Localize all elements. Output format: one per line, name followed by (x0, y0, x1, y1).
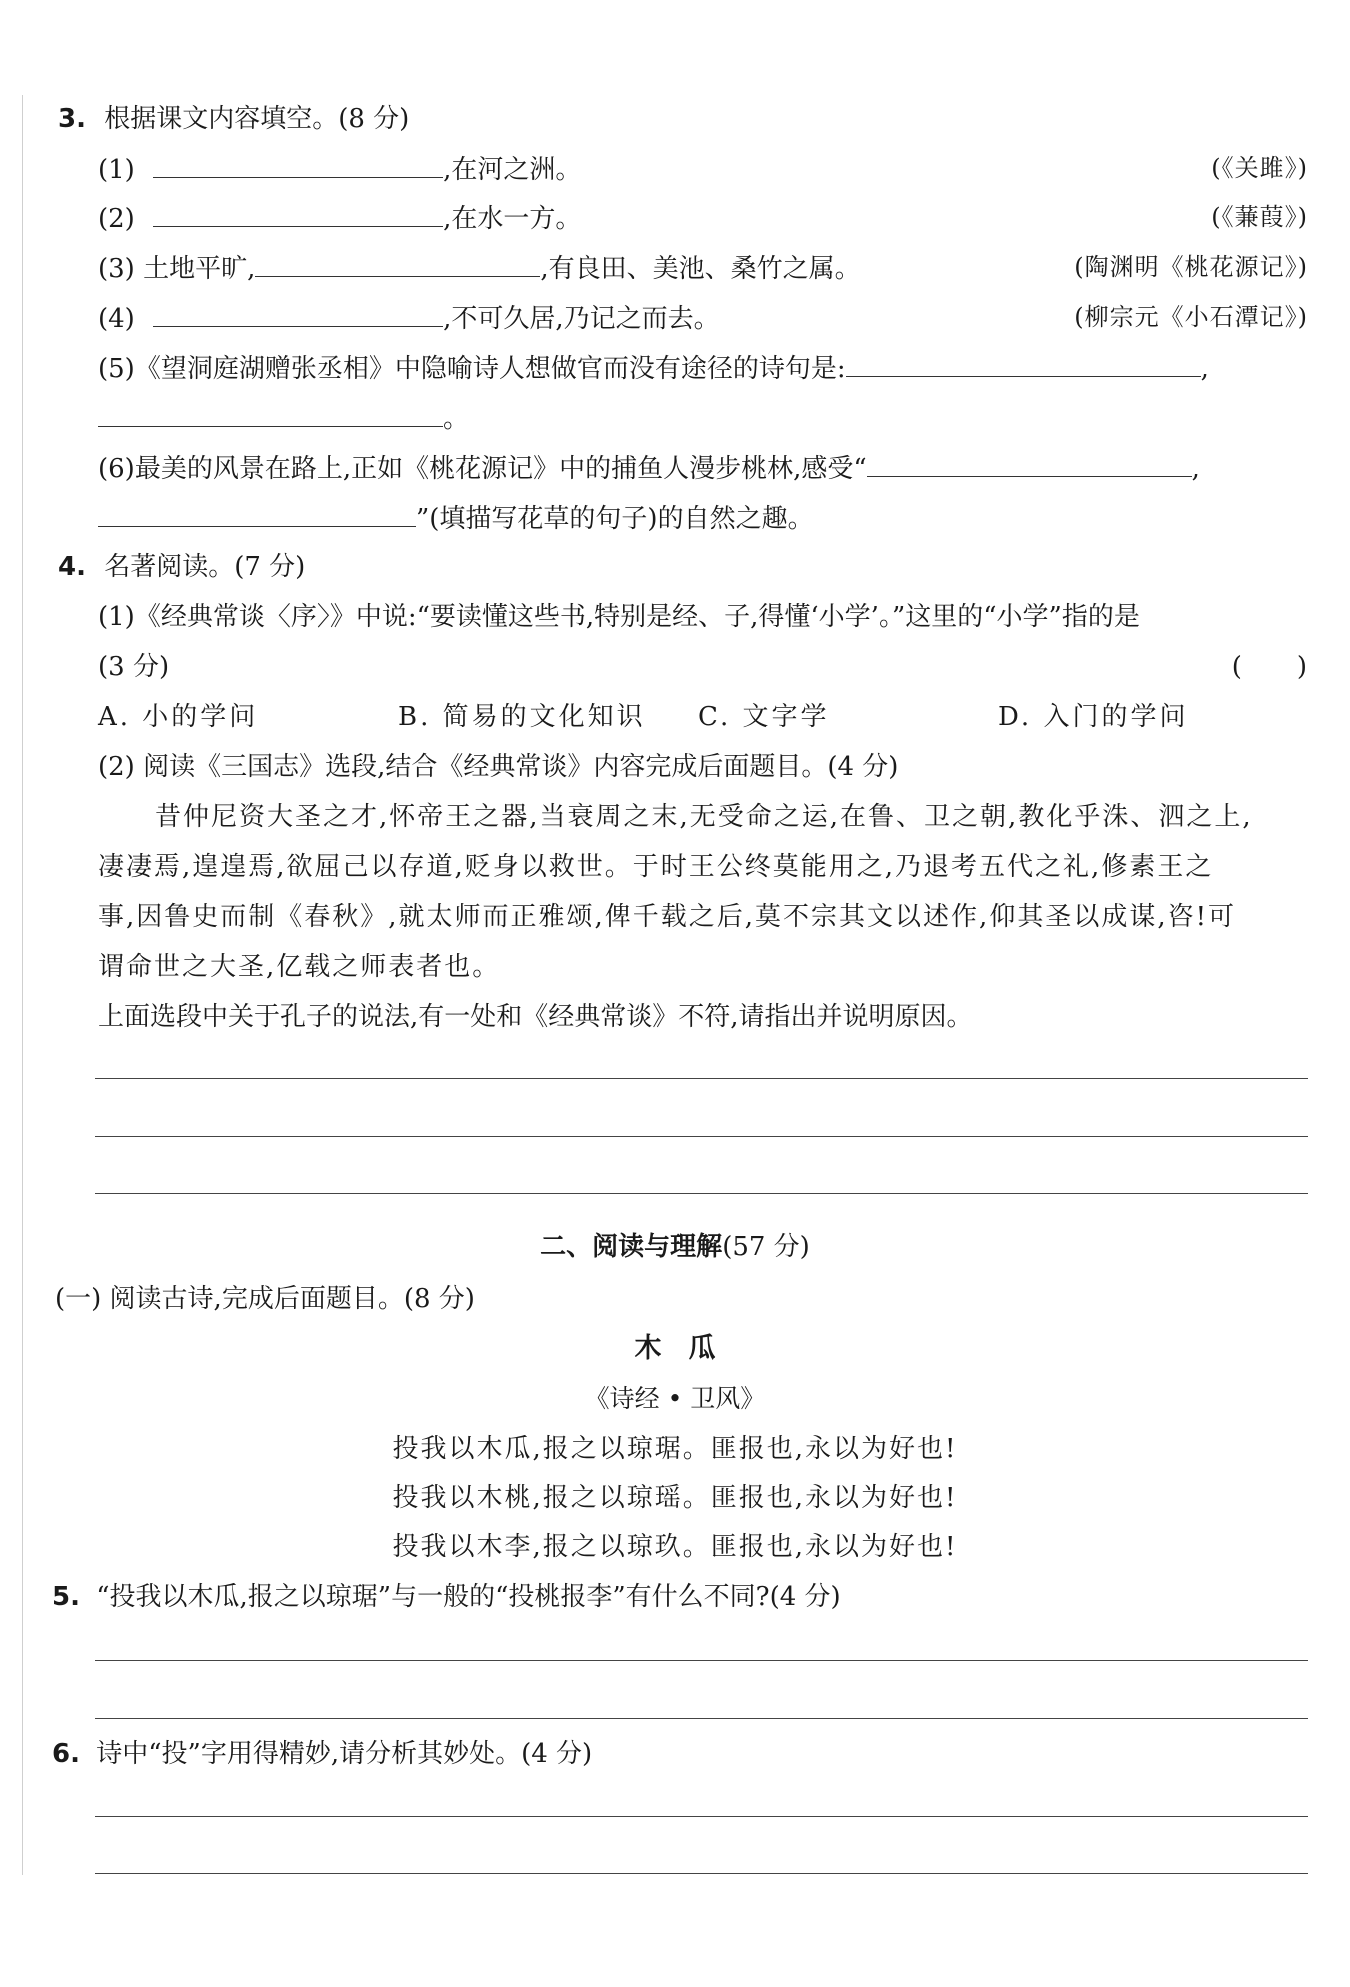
q5 (52, 1580, 841, 1614)
q4-sub1-text: (1)《经典常谈〈序〉》中说:“要读懂这些书,特别是经、子,得懂‘小学’。”这里的“小学”指的是 (98, 602, 1140, 632)
part1-heading: (一) 阅读古诗,完成后面题目。(8 分) (55, 1284, 475, 1314)
passage-line: 事,因鲁史而制《春秋》,就太师而正雅颂,俾千载之后,莫不宗其文以述作,仰其圣以成谋,咨!可 (98, 902, 1237, 932)
poem-line: 投我以木桃,报之以琼瑶。匪报也,永以为好也! (392, 1483, 958, 1513)
item-label: (4) (98, 304, 135, 334)
q5-text: “投我以木瓜,报之以琼琚”与一般的“投桃报李”有什么不同?(4 分) (96, 1582, 841, 1612)
item-punct: 。 (443, 404, 470, 434)
fill-blank[interactable] (867, 450, 1192, 477)
item-text: 《望洞庭湖赠张丞相》中隐喻诗人想做官而没有途径的诗句是: (134, 354, 846, 384)
q3-item-1 (98, 151, 581, 187)
fill-blank[interactable] (153, 300, 443, 327)
q4-number: 4. (58, 552, 86, 582)
passage-line: 谓命世之大圣,亿载之师表者也。 (98, 952, 501, 982)
answer-line[interactable] (95, 1718, 1308, 1719)
answer-line[interactable] (95, 1816, 1308, 1817)
q3-item-2 (98, 200, 581, 236)
fill-blank[interactable] (153, 200, 443, 227)
source-citation: (《蒹葭》) (1211, 203, 1308, 231)
option-c[interactable]: C. 文字学 (698, 702, 830, 732)
q6 (52, 1737, 592, 1771)
q3-item-5 (98, 350, 1209, 386)
poem-title: 木 瓜 (634, 1333, 716, 1364)
passage-line: 凄凄焉,遑遑焉,欲屈己以存道,贬身以救世。于时王公终莫能用之,乃退考五代之礼,修素王之 (98, 852, 1214, 882)
item-text: ,有良田、美池、桑竹之属。 (540, 254, 861, 284)
poem-line: 投我以木李,报之以琼玖。匪报也,永以为好也! (392, 1532, 958, 1562)
fill-blank[interactable] (98, 500, 416, 527)
item-text: ”(填描写花草的句子)的自然之趣。 (416, 504, 814, 534)
q6-number: 6. (52, 1739, 80, 1769)
q6-text: 诗中“投”字用得精妙,请分析其妙处。(4 分) (96, 1739, 593, 1769)
fill-blank[interactable] (153, 151, 443, 178)
answer-line[interactable] (95, 1873, 1308, 1874)
item-label: (5) (98, 354, 135, 384)
q4-title: 名著阅读。(7 分) (104, 552, 306, 582)
item-punct: , (1191, 454, 1200, 484)
item-label: (3) (98, 254, 135, 284)
q4-heading (58, 550, 305, 584)
item-text: ,在水一方。 (443, 204, 582, 234)
source-citation: (陶渊明《桃花源记》) (1074, 253, 1308, 281)
q3-item-6-cont (98, 500, 814, 536)
item-text: ,不可久居,乃记之而去。 (443, 304, 720, 334)
item-label: (6) (98, 454, 135, 484)
item-label: (2) (98, 204, 135, 234)
item-punct: , (1200, 354, 1209, 384)
option-b[interactable]: B. 简易的文化知识 (398, 702, 646, 732)
q4-sub2-question: 上面选段中关于孔子的说法,有一处和《经典常谈》不符,请指出并说明原因。 (98, 1002, 973, 1032)
poem-line: 投我以木瓜,报之以琼琚。匪报也,永以为好也! (392, 1434, 958, 1464)
option-a[interactable]: A. 小的学问 (98, 702, 259, 732)
item-text: ,在河之洲。 (443, 155, 582, 185)
fill-blank[interactable] (98, 400, 443, 427)
poem-source: 《诗经 • 卫风》 (584, 1384, 766, 1413)
passage-line: 昔仲尼资大圣之才,怀帝王之器,当衰周之末,无受命之运,在鲁、卫之朝,教化乎洙、泗之上, (155, 802, 1253, 832)
source-citation: (柳宗元《小石潭记》) (1074, 303, 1308, 331)
item-text: 最美的风景在路上,正如《桃花源记》中的捕鱼人漫步桃林,感受“ (134, 454, 867, 484)
answer-line[interactable] (95, 1193, 1308, 1194)
q4-sub1-score: (3 分) (98, 652, 170, 682)
answer-line[interactable] (95, 1136, 1308, 1137)
q3-number: 3. (58, 104, 86, 134)
source-citation: (《关雎》) (1211, 154, 1308, 182)
section-title: 二、阅读与理解(57 分) (540, 1232, 810, 1262)
q3-item-4 (98, 300, 720, 336)
q3-item-5-cont (98, 400, 469, 436)
fill-blank[interactable] (846, 350, 1201, 377)
q3-item-3 (98, 250, 861, 286)
item-pretext: 土地平旷, (143, 254, 256, 284)
q3-title: 根据课文内容填空。(8 分) (104, 104, 410, 134)
fill-blank[interactable] (255, 250, 540, 277)
answer-line[interactable] (95, 1078, 1308, 1079)
item-label: (1) (98, 155, 135, 185)
margin-line (22, 95, 23, 1875)
q5-number: 5. (52, 1582, 80, 1612)
q3-item-6 (98, 450, 1200, 486)
q4-sub2-text: (2) 阅读《三国志》选段,结合《经典常谈》内容完成后面题目。(4 分) (98, 752, 899, 782)
q3-heading (58, 102, 409, 136)
answer-line[interactable] (95, 1660, 1308, 1661)
option-d[interactable]: D. 入门的学问 (998, 702, 1189, 732)
answer-paren[interactable]: ( ) (1231, 652, 1308, 682)
